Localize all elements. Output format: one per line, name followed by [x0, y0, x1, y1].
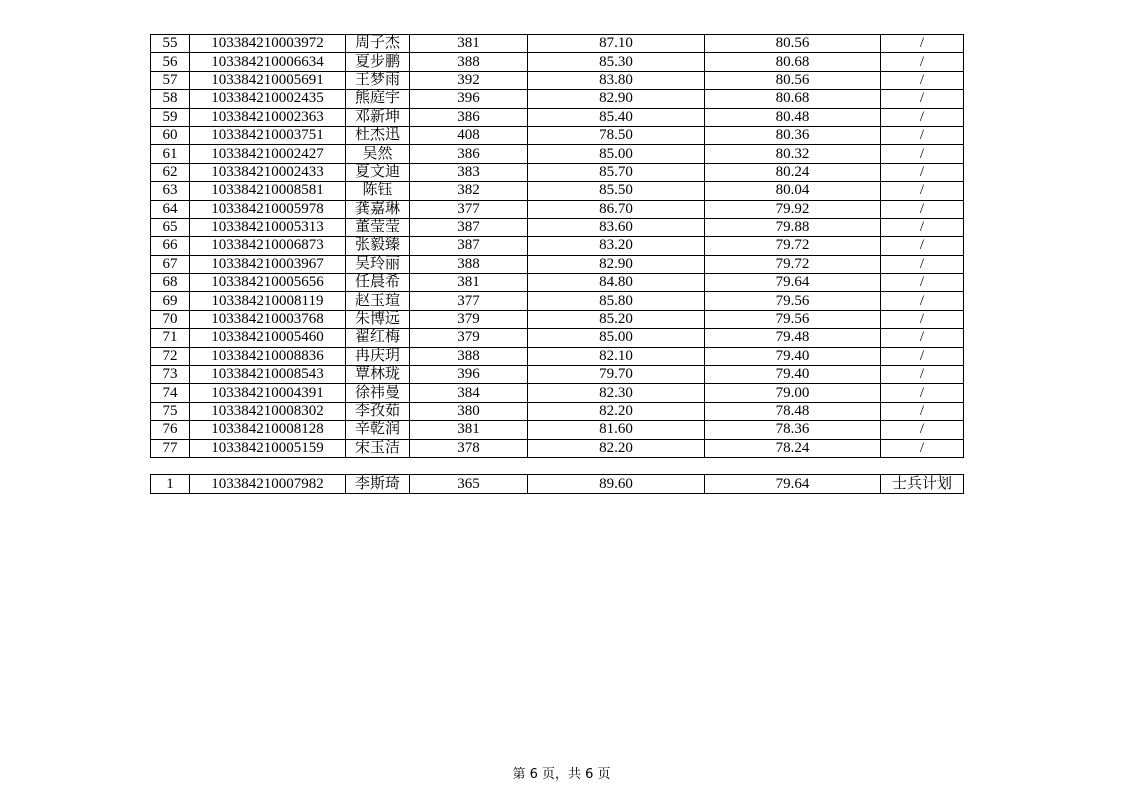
retest-score-cell: 85.00	[528, 329, 705, 347]
seq-cell: 72	[151, 347, 190, 365]
total-score-cell: 80.68	[705, 53, 881, 71]
seq-cell: 71	[151, 329, 190, 347]
note-cell: /	[881, 126, 964, 144]
retest-score-cell: 87.10	[528, 35, 705, 53]
name-cell: 邓新坤	[346, 108, 410, 126]
initial-score-cell: 386	[410, 108, 528, 126]
total-score-cell: 80.24	[705, 163, 881, 181]
initial-score-cell: 387	[410, 237, 528, 255]
special-plan-table	[150, 474, 964, 494]
total-score-cell: 79.48	[705, 329, 881, 347]
table-row	[151, 90, 964, 108]
name-cell: 李孜茹	[346, 402, 410, 420]
candidate-id-cell: 103384210002433	[190, 163, 346, 181]
candidate-id-cell: 103384210003967	[190, 255, 346, 273]
name-cell: 辛乾润	[346, 421, 410, 439]
seq-cell: 1	[151, 475, 190, 494]
candidate-id-cell: 103384210008543	[190, 366, 346, 384]
initial-score-cell: 383	[410, 163, 528, 181]
seq-cell: 76	[151, 421, 190, 439]
name-cell: 陈钰	[346, 182, 410, 200]
total-score-cell: 79.40	[705, 347, 881, 365]
candidate-id-cell: 103384210008302	[190, 402, 346, 420]
total-score-cell: 79.64	[705, 475, 881, 494]
total-score-cell: 79.40	[705, 366, 881, 384]
candidate-id-cell: 103384210008836	[190, 347, 346, 365]
seq-cell: 58	[151, 90, 190, 108]
note-cell: /	[881, 108, 964, 126]
total-score-cell: 78.36	[705, 421, 881, 439]
note-cell: /	[881, 421, 964, 439]
note-cell: /	[881, 292, 964, 310]
candidate-id-cell: 103384210005691	[190, 71, 346, 89]
note-cell: /	[881, 274, 964, 292]
note-cell: /	[881, 53, 964, 71]
retest-score-cell: 83.80	[528, 71, 705, 89]
retest-score-cell: 85.20	[528, 310, 705, 328]
note-cell: /	[881, 71, 964, 89]
candidate-id-cell: 103384210003972	[190, 35, 346, 53]
initial-score-cell: 392	[410, 71, 528, 89]
initial-score-cell: 379	[410, 329, 528, 347]
name-cell: 吴然	[346, 145, 410, 163]
retest-score-cell: 79.70	[528, 366, 705, 384]
candidate-id-cell: 103384210002435	[190, 90, 346, 108]
total-score-cell: 79.72	[705, 237, 881, 255]
table-row	[151, 145, 964, 163]
total-score-cell: 80.56	[705, 71, 881, 89]
seq-cell: 64	[151, 200, 190, 218]
candidate-id-cell: 103384210006873	[190, 237, 346, 255]
table-row	[151, 475, 964, 494]
initial-score-cell: 386	[410, 145, 528, 163]
table-row	[151, 329, 964, 347]
seq-cell: 67	[151, 255, 190, 273]
retest-score-cell: 85.70	[528, 163, 705, 181]
note-cell: /	[881, 310, 964, 328]
candidate-id-cell: 103384210002427	[190, 145, 346, 163]
name-cell: 龚嘉琳	[346, 200, 410, 218]
candidate-id-cell: 103384210008119	[190, 292, 346, 310]
page-number: 第 6 页，共 6 页	[512, 767, 611, 782]
candidate-id-cell: 103384210002363	[190, 108, 346, 126]
retest-score-cell: 82.20	[528, 402, 705, 420]
table-row	[151, 218, 964, 236]
retest-score-cell: 85.40	[528, 108, 705, 126]
total-score-cell: 79.56	[705, 292, 881, 310]
total-score-cell: 79.00	[705, 384, 881, 402]
initial-score-cell: 379	[410, 310, 528, 328]
initial-score-cell: 378	[410, 439, 528, 457]
name-cell: 董莹莹	[346, 218, 410, 236]
note-cell: /	[881, 329, 964, 347]
table-row	[151, 35, 964, 53]
total-score-cell: 78.48	[705, 402, 881, 420]
seq-cell: 59	[151, 108, 190, 126]
initial-score-cell: 380	[410, 402, 528, 420]
retest-score-cell: 89.60	[528, 475, 705, 494]
note-cell: /	[881, 347, 964, 365]
initial-score-cell: 396	[410, 366, 528, 384]
total-score-cell: 80.36	[705, 126, 881, 144]
retest-score-cell: 85.80	[528, 292, 705, 310]
candidate-id-cell: 103384210003751	[190, 126, 346, 144]
seq-cell: 55	[151, 35, 190, 53]
retest-score-cell: 78.50	[528, 126, 705, 144]
note-cell: /	[881, 366, 964, 384]
total-score-cell: 80.48	[705, 108, 881, 126]
retest-score-cell: 83.20	[528, 237, 705, 255]
total-score-cell: 80.32	[705, 145, 881, 163]
note-cell: /	[881, 255, 964, 273]
table-row	[151, 53, 964, 71]
seq-cell: 56	[151, 53, 190, 71]
table-row	[151, 384, 964, 402]
table-row	[151, 255, 964, 273]
table-row	[151, 126, 964, 144]
seq-cell: 77	[151, 439, 190, 457]
note-cell: /	[881, 182, 964, 200]
initial-score-cell: 387	[410, 218, 528, 236]
retest-score-cell: 85.30	[528, 53, 705, 71]
note-cell: /	[881, 402, 964, 420]
seq-cell: 63	[151, 182, 190, 200]
initial-score-cell: 388	[410, 255, 528, 273]
initial-score-cell: 381	[410, 274, 528, 292]
candidate-id-cell: 103384210005460	[190, 329, 346, 347]
retest-score-cell: 82.30	[528, 384, 705, 402]
name-cell: 张毅臻	[346, 237, 410, 255]
seq-cell: 69	[151, 292, 190, 310]
table-row	[151, 71, 964, 89]
table-row	[151, 421, 964, 439]
candidate-id-cell: 103384210005656	[190, 274, 346, 292]
total-score-cell: 79.72	[705, 255, 881, 273]
candidate-id-cell: 103384210005313	[190, 218, 346, 236]
seq-cell: 74	[151, 384, 190, 402]
seq-cell: 75	[151, 402, 190, 420]
note-cell: /	[881, 145, 964, 163]
note-cell: /	[881, 35, 964, 53]
table-row	[151, 200, 964, 218]
name-cell: 徐祎曼	[346, 384, 410, 402]
retest-score-cell: 82.10	[528, 347, 705, 365]
initial-score-cell: 408	[410, 126, 528, 144]
table-row	[151, 274, 964, 292]
retest-score-cell: 85.00	[528, 145, 705, 163]
candidate-id-cell: 103384210006634	[190, 53, 346, 71]
seq-cell: 70	[151, 310, 190, 328]
name-cell: 冉庆玥	[346, 347, 410, 365]
name-cell: 夏文迪	[346, 163, 410, 181]
initial-score-cell: 381	[410, 35, 528, 53]
seq-cell: 60	[151, 126, 190, 144]
table-row	[151, 347, 964, 365]
retest-score-cell: 82.90	[528, 90, 705, 108]
candidate-id-cell: 103384210007982	[190, 475, 346, 494]
name-cell: 覃林珑	[346, 366, 410, 384]
name-cell: 夏步鹏	[346, 53, 410, 71]
table-row	[151, 292, 964, 310]
table-row	[151, 182, 964, 200]
note-cell: 士兵计划	[881, 475, 964, 494]
table-row	[151, 237, 964, 255]
retest-score-cell: 82.90	[528, 255, 705, 273]
candidate-id-cell: 103384210003768	[190, 310, 346, 328]
name-cell: 李斯琦	[346, 475, 410, 494]
note-cell: /	[881, 90, 964, 108]
name-cell: 任晨希	[346, 274, 410, 292]
note-cell: /	[881, 218, 964, 236]
table-row	[151, 163, 964, 181]
table-row	[151, 108, 964, 126]
note-cell: /	[881, 163, 964, 181]
retest-score-cell: 83.60	[528, 218, 705, 236]
name-cell: 吴玲丽	[346, 255, 410, 273]
total-score-cell: 79.64	[705, 274, 881, 292]
initial-score-cell: 365	[410, 475, 528, 494]
seq-cell: 65	[151, 218, 190, 236]
initial-score-cell: 382	[410, 182, 528, 200]
table-row	[151, 310, 964, 328]
initial-score-cell: 377	[410, 200, 528, 218]
initial-score-cell: 388	[410, 347, 528, 365]
name-cell: 王梦雨	[346, 71, 410, 89]
note-cell: /	[881, 384, 964, 402]
candidate-id-cell: 103384210004391	[190, 384, 346, 402]
special-plan-table-body	[151, 475, 964, 494]
retest-score-cell: 86.70	[528, 200, 705, 218]
table-row	[151, 366, 964, 384]
note-cell: /	[881, 237, 964, 255]
note-cell: /	[881, 200, 964, 218]
retest-score-cell: 84.80	[528, 274, 705, 292]
retest-score-cell: 81.60	[528, 421, 705, 439]
name-cell: 杜杰迅	[346, 126, 410, 144]
initial-score-cell: 388	[410, 53, 528, 71]
retest-score-cell: 82.20	[528, 439, 705, 457]
name-cell: 翟红梅	[346, 329, 410, 347]
initial-score-cell: 381	[410, 421, 528, 439]
candidate-id-cell: 103384210005159	[190, 439, 346, 457]
total-score-cell: 79.88	[705, 218, 881, 236]
table-row	[151, 439, 964, 457]
seq-cell: 62	[151, 163, 190, 181]
total-score-cell: 79.92	[705, 200, 881, 218]
name-cell: 宋玉洁	[346, 439, 410, 457]
candidate-id-cell: 103384210008128	[190, 421, 346, 439]
seq-cell: 68	[151, 274, 190, 292]
total-score-cell: 79.56	[705, 310, 881, 328]
total-score-cell: 78.24	[705, 439, 881, 457]
total-score-cell: 80.56	[705, 35, 881, 53]
name-cell: 赵玉瑄	[346, 292, 410, 310]
seq-cell: 61	[151, 145, 190, 163]
score-table	[150, 34, 964, 458]
name-cell: 熊庭宇	[346, 90, 410, 108]
seq-cell: 66	[151, 237, 190, 255]
note-cell: /	[881, 439, 964, 457]
candidate-id-cell: 103384210005978	[190, 200, 346, 218]
seq-cell: 57	[151, 71, 190, 89]
name-cell: 周子杰	[346, 35, 410, 53]
initial-score-cell: 384	[410, 384, 528, 402]
seq-cell: 73	[151, 366, 190, 384]
candidate-id-cell: 103384210008581	[190, 182, 346, 200]
total-score-cell: 80.04	[705, 182, 881, 200]
name-cell: 朱博远	[346, 310, 410, 328]
total-score-cell: 80.68	[705, 90, 881, 108]
score-table-body	[151, 35, 964, 458]
retest-score-cell: 85.50	[528, 182, 705, 200]
initial-score-cell: 377	[410, 292, 528, 310]
initial-score-cell: 396	[410, 90, 528, 108]
table-row	[151, 402, 964, 420]
